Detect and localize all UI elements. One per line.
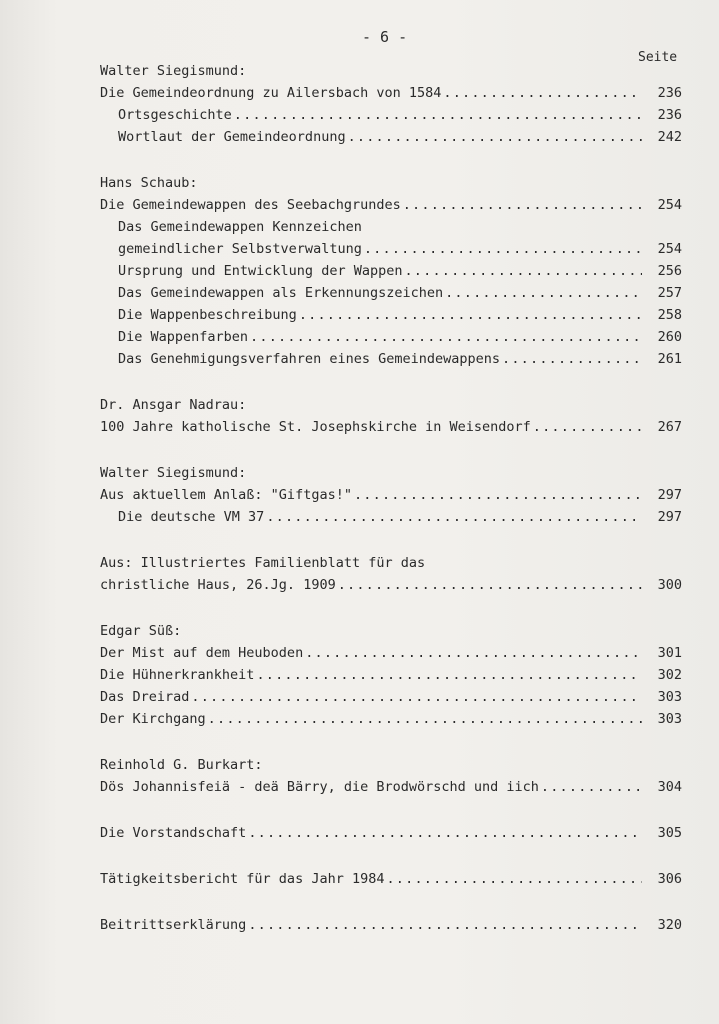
toc-entry (100, 776, 682, 798)
leader-dots (403, 194, 642, 216)
entry-title: Das Gemeindewappen Kennzeichen (118, 219, 362, 235)
entry-page: 258 (657, 307, 682, 323)
leader-dots (348, 126, 642, 148)
entry-page: 254 (657, 241, 682, 257)
leader-dots (541, 776, 642, 798)
entry-page: 256 (657, 263, 682, 279)
entry-title: Das Dreirad (100, 689, 190, 705)
entry-title: Die Gemeindeordnung zu Ailersbach von 1584 (100, 85, 442, 101)
leader-dots (266, 506, 642, 528)
entry-page: 254 (657, 197, 682, 213)
entry-page: 303 (657, 689, 682, 705)
entry-title: Ursprung und Entwicklung der Wappen (118, 263, 403, 279)
entry-page: 236 (657, 85, 682, 101)
entry-page: 267 (657, 419, 682, 435)
section-author: Dr. Ansgar Nadrau: (100, 397, 247, 413)
entry-title: Aus aktuellem Anlaß: "Giftgas!" (100, 487, 352, 503)
entry-page: 257 (657, 285, 682, 301)
entry-title: Die deutsche VM 37 (118, 509, 265, 525)
page-number: - 6 - (362, 28, 408, 46)
toc-entry (100, 216, 682, 238)
page-column-header: Seite (638, 50, 678, 65)
leader-dots (386, 868, 642, 890)
entry-page: 302 (657, 667, 682, 683)
toc-entry (100, 822, 682, 844)
entry-page: 320 (657, 917, 682, 933)
leader-dots (256, 664, 642, 686)
entry-page: 303 (657, 711, 682, 727)
leader-dots (234, 104, 642, 126)
entry-page: 305 (657, 825, 682, 841)
entry-title: Der Kirchgang (100, 711, 206, 727)
entry-page: 260 (657, 329, 682, 345)
entry-title: 100 Jahre katholische St. Josephskirche in Weisendorf (100, 419, 531, 435)
entry-title: Wortlaut der Gemeindeordnung (118, 129, 346, 145)
toc-entry (100, 82, 682, 104)
toc-entry (100, 260, 682, 282)
section-author: Reinhold G. Burkart: (100, 757, 263, 773)
entry-title: Die Wappenfarben (118, 329, 249, 345)
toc-entry (100, 282, 682, 304)
toc-entry (100, 664, 682, 686)
leader-dots (305, 642, 642, 664)
entry-title: gemeindlicher Selbstverwaltung (118, 241, 362, 257)
table-of-contents (100, 60, 682, 936)
toc-entry (100, 238, 682, 260)
entry-page: 297 (657, 487, 682, 503)
entry-page: 242 (657, 129, 682, 145)
toc-entry (100, 484, 682, 506)
entry-page: 304 (657, 779, 682, 795)
leader-dots (250, 326, 642, 348)
entry-title: Dös Johannisfeiä - deä Bärry, die Brodwörschd und iich (100, 779, 539, 795)
entry-page: 261 (657, 351, 682, 367)
leader-dots (299, 304, 642, 326)
section-author: Hans Schaub: (100, 175, 198, 191)
entry-title: Der Mist auf dem Heuboden (100, 645, 304, 661)
entry-page: 236 (657, 107, 682, 123)
toc-entry (100, 104, 682, 126)
entry-title: Das Genehmigungsverfahren eines Gemeindewappens (118, 351, 501, 367)
leader-dots (191, 686, 642, 708)
leader-dots (248, 914, 642, 936)
leader-dots (354, 484, 642, 506)
toc-entry (100, 194, 682, 216)
entry-title: Ortsgeschichte (118, 107, 232, 123)
entry-title: Die Vorstandschaft (100, 825, 247, 841)
toc-entry (100, 868, 682, 890)
section-author: Aus: Illustriertes Familienblatt für das (100, 555, 426, 571)
toc-entry (100, 506, 682, 528)
entry-page: 297 (657, 509, 682, 525)
leader-dots (502, 348, 642, 370)
toc-entry (100, 642, 682, 664)
leader-dots (248, 822, 642, 844)
section-author: Walter Siegismund: (100, 63, 247, 79)
entry-title: christliche Haus, 26.Jg. 1909 (100, 577, 336, 593)
entry-title: Die Gemeindewappen des Seebachgrundes (100, 197, 401, 213)
section-author: Edgar Süß: (100, 623, 182, 639)
entry-page: 306 (657, 871, 682, 887)
toc-entry (100, 304, 682, 326)
leader-dots (533, 416, 642, 438)
entry-page: 301 (657, 645, 682, 661)
leader-dots (364, 238, 642, 260)
leader-dots (208, 708, 642, 730)
section-author: Walter Siegismund: (100, 465, 247, 481)
entry-title: Die Hühnerkrankheit (100, 667, 255, 683)
leader-dots (443, 82, 642, 104)
toc-entry (100, 574, 682, 596)
toc-entry (100, 914, 682, 936)
entry-page: 300 (657, 577, 682, 593)
leader-dots (338, 574, 642, 596)
leader-dots (445, 282, 642, 304)
toc-entry (100, 348, 682, 370)
leader-dots (404, 260, 642, 282)
toc-entry (100, 326, 682, 348)
entry-title: Die Wappenbeschreibung (118, 307, 297, 323)
toc-entry (100, 708, 682, 730)
entry-title: Tätigkeitsbericht für das Jahr 1984 (100, 871, 385, 887)
entry-title: Beitrittserklärung (100, 917, 247, 933)
entry-title: Das Gemeindewappen als Erkennungszeichen (118, 285, 444, 301)
toc-entry (100, 126, 682, 148)
toc-entry (100, 686, 682, 708)
toc-entry (100, 416, 682, 438)
